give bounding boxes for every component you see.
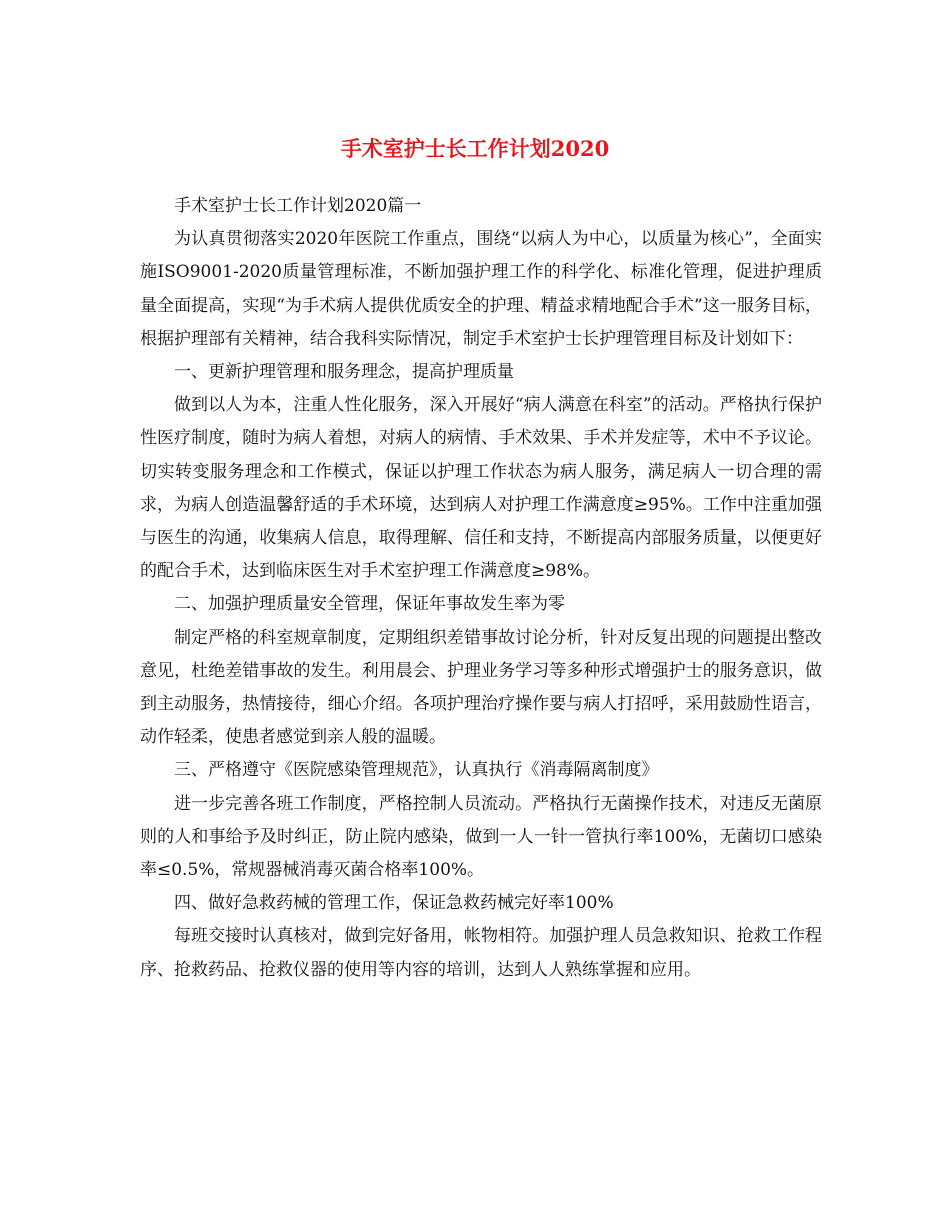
- paragraph-section-1: 做到以人为本，注重人性化服务，深入开展好“病人满意在科室”的活动。严格执行保护性医疗制度，随时为病人着想，对病人的病情、手术效果、手术并发症等，术中不予议论。切实转变服务理念和工作模式，保证以护理工作状态为病人服务，满足病人一切合理的需求，为病人创造温馨舒适的手术环境，达到病人对护理工作满意度≥95%。工作中注重加强与医生的沟通，收集病人信息，取得理解、信任和支持，不断提高内部服务质量，以便更好的配合手术，达到临床医生对手术室护理工作满意度≥98%。: [140, 395, 822, 582]
- paragraph-intro: 为认真贯彻落实2020年医院工作重点，围绕“以病人为中心，以质量为核心”，全面实施ISO9001-2020质量管理标准，不断加强护理工作的科学化、标准化管理，促进护理质量全面提高，实现“为手术病人提供优质安全的护理、精益求精地配合手术”这一服务目标，根据护理部有关精神，结合我科实际情况，制定手术室护士长护理管理目标及计划如下：: [140, 229, 822, 349]
- section-heading-3: 三、严格遵守《医院感染管理规范》，认真执行《消毒隔离制度》: [174, 760, 659, 781]
- section-heading-1: 一、更新护理管理和服务理念，提高护理质量: [174, 362, 514, 383]
- paragraph-section-4: 每班交接时认真核对，做到完好备用，帐物相符。加强护理人员急救知识、抢救工作程序、抢救药品、抢救仪器的使用等内容的培训，达到人人熟练掌握和应用。: [140, 926, 822, 980]
- document-body: [140, 190, 822, 987]
- document-title: 手术室护士长工作计划2020: [340, 136, 610, 162]
- section-heading-2: 二、加强护理质量安全管理，保证年事故发生率为零: [174, 594, 565, 615]
- paragraph-section-2: 制定严格的科室规章制度，定期组织差错事故讨论分析，针对反复出现的问题提出整改意见，杜绝差错事故的发生。利用晨会、护理业务学习等多种形式增强护士的服务意识，做到主动服务，热情接待，细心介绍。各项护理治疗操作要与病人打招呼，采用鼓励性语言，动作轻柔，使患者感觉到亲人般的温暖。: [140, 627, 822, 748]
- paragraph-section-3: 进一步完善各班工作制度，严格控制人员流动。严格执行无菌操作技术，对违反无菌原则的人和事给予及时纠正，防止院内感染，做到一人一针一管执行率100%，无菌切口感染率≤0.5%，常规器械消毒灭菌合格率100%。: [140, 793, 822, 881]
- section-heading-4: 四、做好急救药械的管理工作，保证急救药械完好率100%: [174, 893, 614, 914]
- paragraph-subtitle: 手术室护士长工作计划2020篇一: [174, 196, 422, 216]
